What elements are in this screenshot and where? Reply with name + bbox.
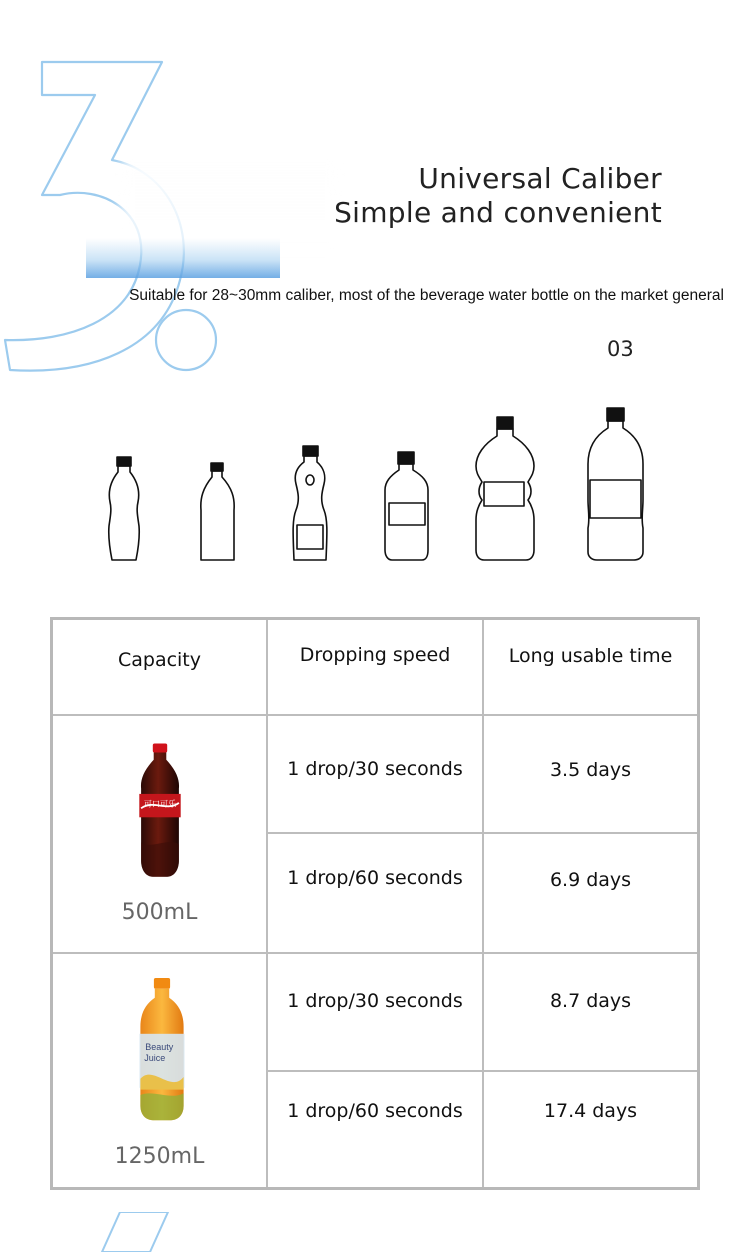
juice-label-line2: Juice	[144, 1052, 166, 1063]
title-line-2: Simple and convenient	[334, 196, 662, 229]
bottle-icon	[293, 446, 327, 560]
bottle-sizes-illustration	[0, 400, 750, 570]
juice-bottle-image	[135, 972, 189, 1128]
title-line-1: Universal Caliber	[418, 162, 662, 195]
header-usable-time: Long usable time	[508, 645, 673, 667]
usable-time-value: 6.9 days	[549, 869, 632, 891]
usable-time-value: 17.4 days	[543, 1100, 638, 1122]
title-block	[334, 162, 662, 230]
dropping-speed-value: 1 drop/60 seconds	[287, 867, 463, 889]
usable-time-value: 8.7 days	[549, 990, 632, 1012]
time-cell	[484, 716, 697, 834]
header-dropping-speed: Dropping speed	[299, 644, 451, 666]
speed-cell	[268, 834, 484, 954]
usable-time-value: 3.5 days	[549, 759, 632, 781]
spec-table	[50, 617, 700, 1190]
capacity-cell-1250	[53, 954, 268, 1187]
bottle-icon	[109, 457, 140, 560]
speed-cell	[268, 1072, 484, 1187]
bottle-icon	[588, 408, 643, 560]
speed-cell	[268, 716, 484, 834]
header-cell-time	[484, 620, 697, 716]
subtitle: Suitable for 28~30mm caliber, most of the beverage water bottle on the market general	[129, 287, 724, 304]
dropping-speed-value: 1 drop/30 seconds	[287, 990, 463, 1012]
bottle-icon	[201, 463, 234, 560]
capacity-500-label: 500mL	[121, 900, 198, 925]
dropping-speed-value: 1 drop/60 seconds	[287, 1100, 463, 1122]
capacity-cell-500	[53, 716, 268, 954]
dropping-speed-value: 1 drop/30 seconds	[287, 758, 463, 780]
header-capacity: Capacity	[117, 649, 202, 671]
speed-cell	[268, 954, 484, 1072]
juice-label-line1: Beauty	[145, 1042, 174, 1052]
header-cell-speed	[268, 620, 484, 716]
capacity-1250-label: 1250mL	[114, 1144, 205, 1169]
page-number: 03	[607, 337, 634, 361]
time-cell	[484, 1072, 697, 1187]
header-cell-capacity	[53, 620, 268, 716]
cola-bottle-image	[133, 736, 187, 886]
bottle-icon	[476, 417, 534, 560]
time-cell	[484, 954, 697, 1072]
header-accent-bar	[86, 238, 280, 278]
bottle-icon	[385, 452, 428, 560]
time-cell	[484, 834, 697, 954]
decorative-numeral-four	[90, 1212, 180, 1252]
cola-label-text: 可口可乐	[143, 798, 177, 809]
